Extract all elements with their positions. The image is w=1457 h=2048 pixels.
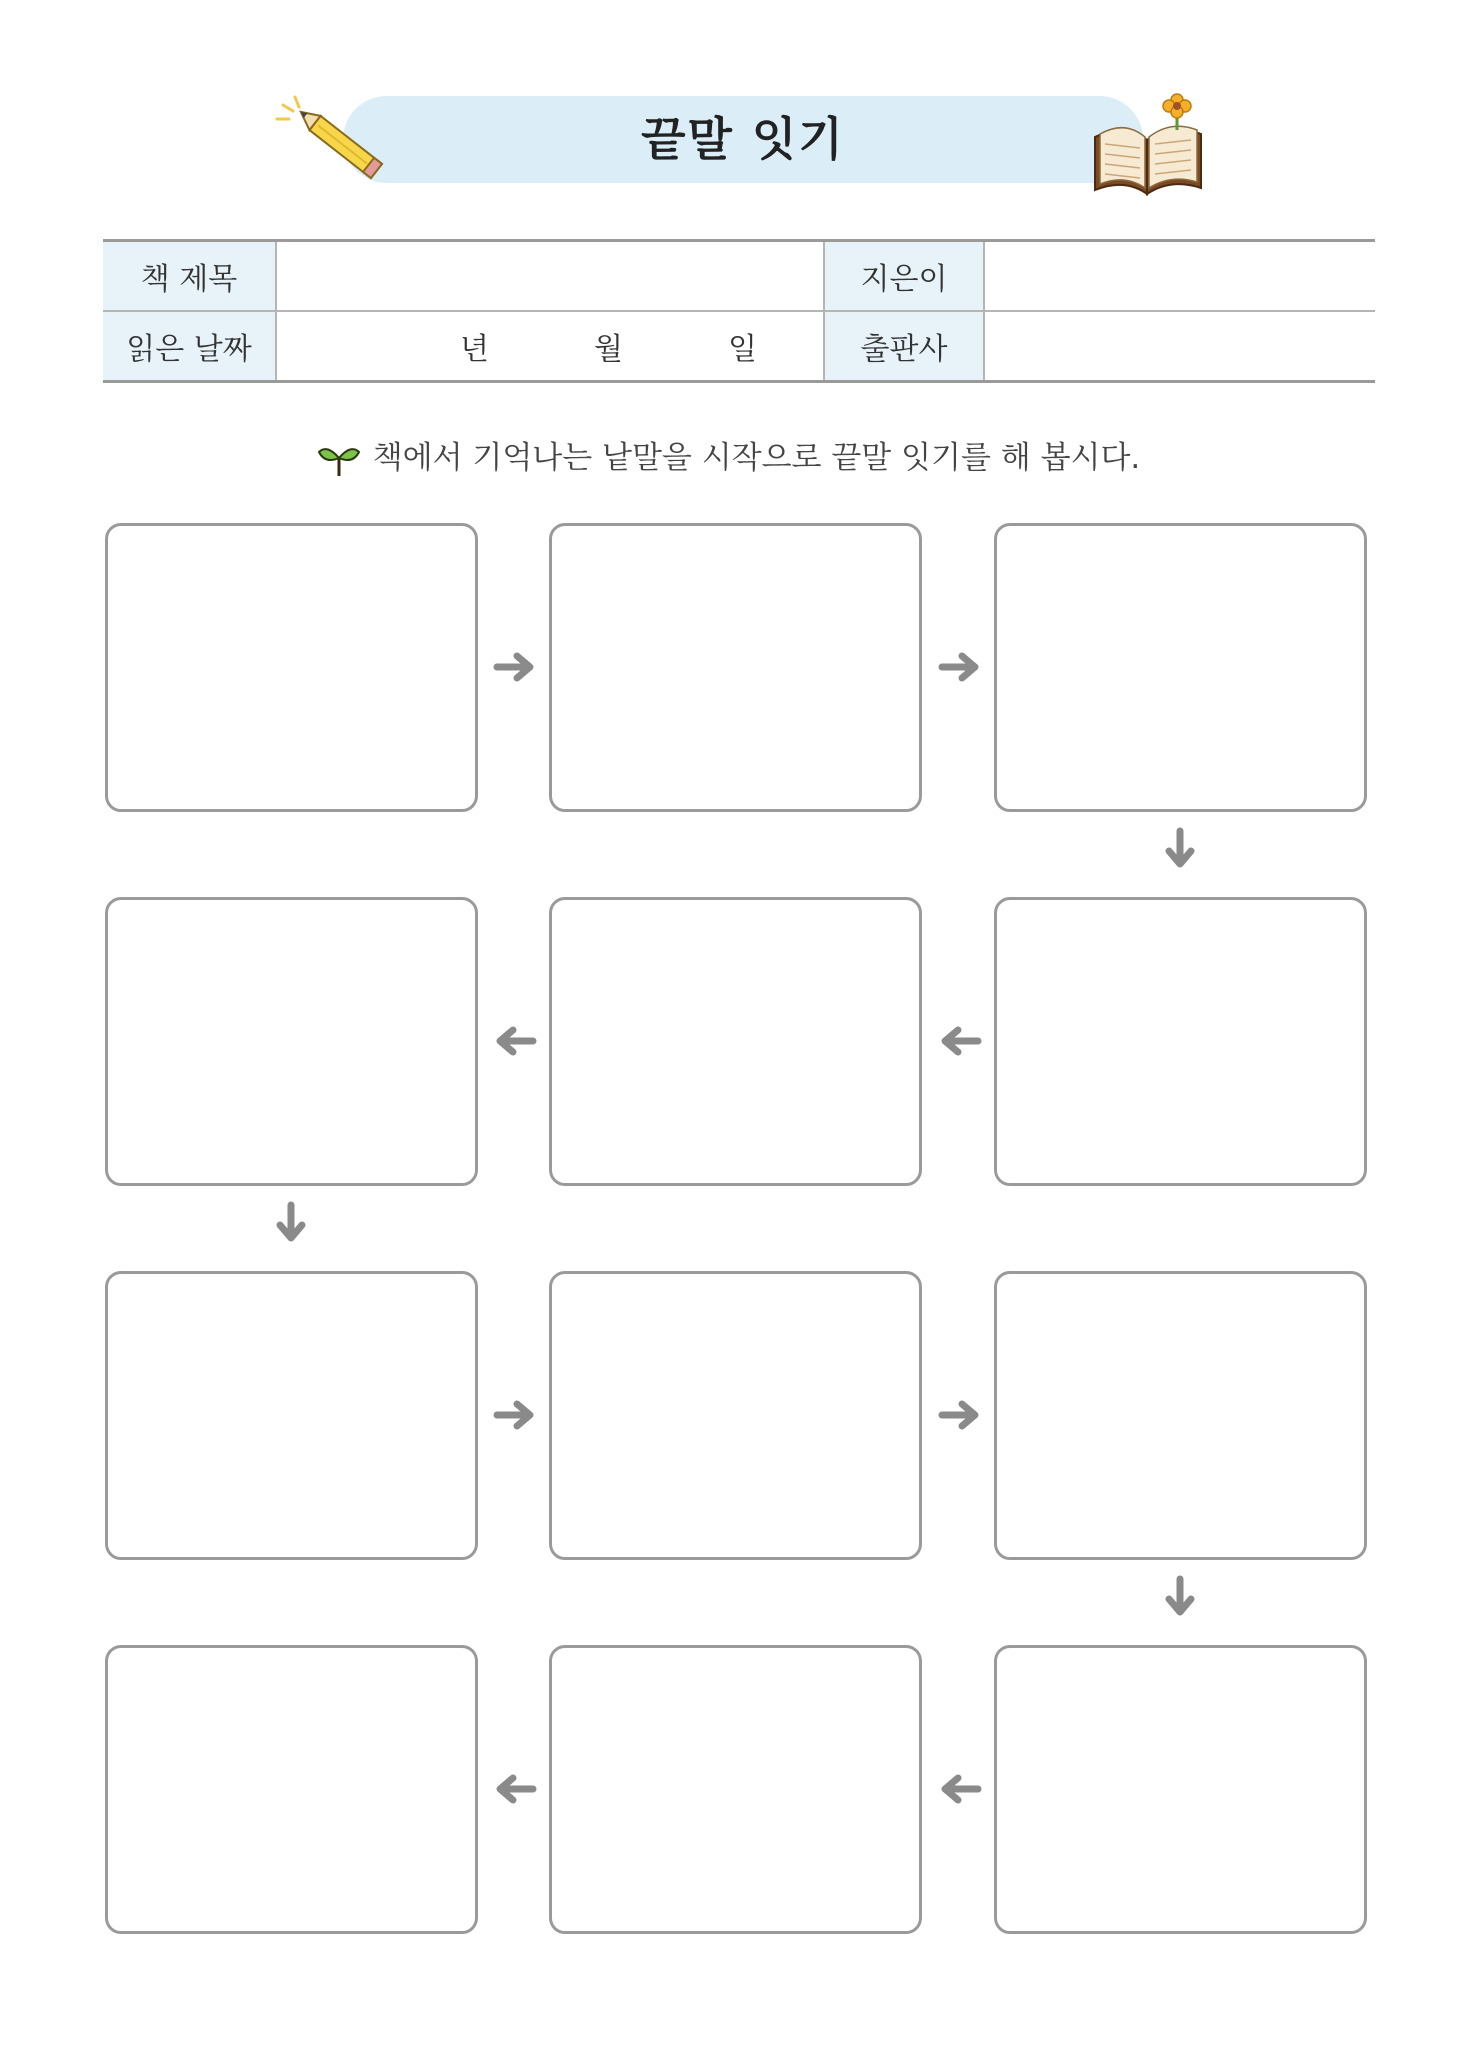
author-label: 지은이 bbox=[824, 241, 984, 312]
book-title-field[interactable] bbox=[276, 241, 824, 312]
year-unit: 년 bbox=[460, 332, 489, 367]
month-unit: 월 bbox=[594, 332, 623, 367]
arrow-left-icon bbox=[938, 1773, 982, 1805]
arrow-left-icon bbox=[493, 1773, 537, 1805]
sprout-icon bbox=[317, 442, 361, 478]
word-box-8[interactable] bbox=[549, 1271, 922, 1560]
arrow-right-icon bbox=[938, 1399, 982, 1431]
book-icon bbox=[1085, 92, 1210, 202]
word-box-11[interactable] bbox=[549, 1645, 922, 1934]
arrow-right-icon bbox=[493, 651, 537, 683]
word-box-12[interactable] bbox=[105, 1645, 478, 1934]
instruction-text: 책에서 기억나는 낱말을 시작으로 끝말 잇기를 해 봅시다. bbox=[372, 440, 1141, 476]
word-box-2[interactable] bbox=[549, 523, 922, 812]
author-field[interactable] bbox=[984, 241, 1375, 312]
date-label: 읽은 날짜 bbox=[103, 311, 276, 382]
page-title: 끝말 잇기 bbox=[641, 112, 845, 166]
arrow-right-icon bbox=[938, 651, 982, 683]
word-box-10[interactable] bbox=[994, 1645, 1367, 1934]
pencil-icon bbox=[275, 95, 395, 190]
word-box-9[interactable] bbox=[994, 1271, 1367, 1560]
arrow-left-icon bbox=[493, 1025, 537, 1057]
arrow-down-icon bbox=[1164, 1575, 1196, 1619]
word-box-7[interactable] bbox=[105, 1271, 478, 1560]
book-title-label: 책 제목 bbox=[103, 241, 276, 312]
word-box-4[interactable] bbox=[994, 897, 1367, 1186]
arrow-down-icon bbox=[1164, 827, 1196, 871]
book-info-table bbox=[103, 239, 1375, 383]
day-unit: 일 bbox=[728, 332, 757, 367]
word-box-3[interactable] bbox=[994, 523, 1367, 812]
publisher-label: 출판사 bbox=[824, 311, 984, 382]
date-field[interactable] bbox=[276, 311, 824, 382]
word-box-5[interactable] bbox=[549, 897, 922, 1186]
publisher-field[interactable] bbox=[984, 311, 1375, 382]
arrow-down-icon bbox=[275, 1201, 307, 1245]
word-box-6[interactable] bbox=[105, 897, 478, 1186]
arrow-right-icon bbox=[493, 1399, 537, 1431]
instruction bbox=[0, 432, 1457, 478]
word-box-1[interactable] bbox=[105, 523, 478, 812]
arrow-left-icon bbox=[938, 1025, 982, 1057]
